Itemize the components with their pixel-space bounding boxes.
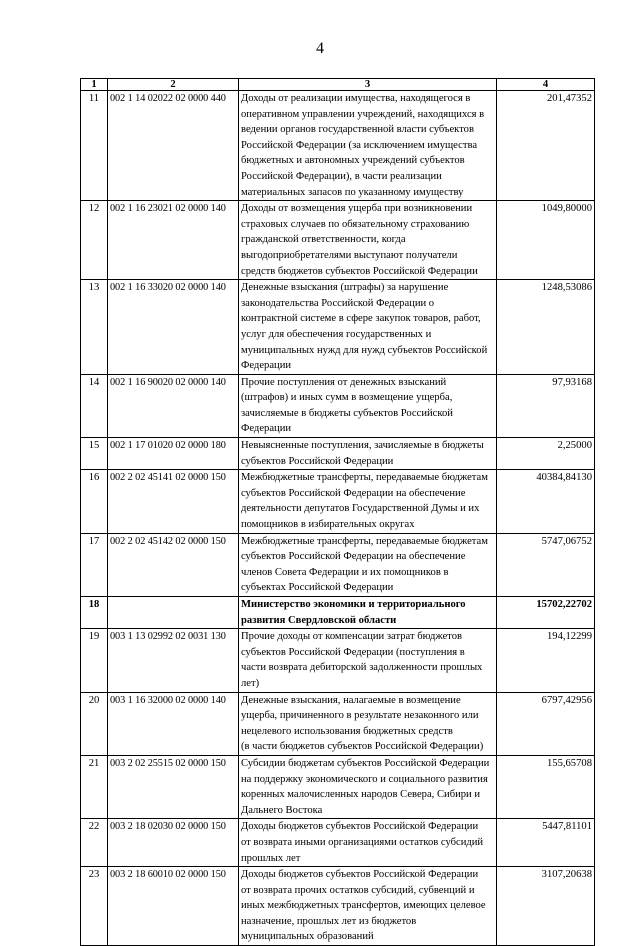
description-line: развития Свердловской области xyxy=(241,614,397,626)
description-line: материальных запасов по указанному имуществу xyxy=(241,186,464,198)
description-line: ущерба, причиненного в результате незаконного или xyxy=(241,710,479,722)
description-line: Межбюджетные трансферты, передаваемые бюджетам xyxy=(241,535,488,547)
description-line: Субсидии бюджетам субъектов Российской Федерации xyxy=(241,757,490,769)
description-line: субъектов Российской Федерации xyxy=(241,455,394,467)
table-row xyxy=(81,91,595,201)
description-line: контрактной системе в сфере закупок товаров, работ, xyxy=(241,313,481,325)
row-number: 14 xyxy=(81,374,108,437)
description-line: Невыясненные поступления, зачисляемые в бюджеты xyxy=(241,440,484,452)
revenue-description xyxy=(239,533,497,596)
revenue-description xyxy=(239,280,497,375)
description-line: Дальнего Востока xyxy=(241,804,323,816)
description-line: Министерство экономики и территориального xyxy=(241,599,466,610)
budget-code: 002 1 16 33020 02 0000 140 xyxy=(108,280,239,375)
description-line: услуг для обеспечения государственных и xyxy=(241,328,432,340)
budget-code: 002 2 02 45141 02 0000 150 xyxy=(108,470,239,533)
description-line: средств бюджетов субъектов Российской Федерации xyxy=(241,265,478,277)
description-line: муниципальных образований xyxy=(241,931,374,943)
description-line: муниципальных нужд для нужд субъектов Российской xyxy=(241,344,488,356)
revenue-description xyxy=(239,597,497,629)
description-line: Прочие доходы от компенсации затрат бюджетов xyxy=(241,631,463,643)
budget-code: 002 1 17 01020 02 0000 180 xyxy=(108,438,239,470)
budget-code: 002 2 02 45142 02 0000 150 xyxy=(108,533,239,596)
amount: 40384,84130 xyxy=(497,470,595,533)
column-header-number: 1 xyxy=(81,79,108,91)
revenue-description xyxy=(239,629,497,692)
description-line: ведении органов государственной власти субъектов xyxy=(241,124,474,136)
description-line: Денежные взыскания, налагаемые в возмещение xyxy=(241,694,461,706)
revenue-description xyxy=(239,755,497,818)
row-number: 13 xyxy=(81,280,108,375)
description-line: страховых случаев по обязательному страхованию xyxy=(241,218,470,230)
row-number: 20 xyxy=(81,692,108,755)
amount: 201,47352 xyxy=(497,91,595,201)
budget-code xyxy=(108,597,239,629)
description-line: субъектов Российской Федерации на обеспечение xyxy=(241,551,466,563)
budget-code: 002 1 16 90020 02 0000 140 xyxy=(108,374,239,437)
amount: 2,25000 xyxy=(497,438,595,470)
description-line: законодательства Российской Федерации о xyxy=(241,297,435,309)
table-row xyxy=(81,470,595,533)
row-number: 21 xyxy=(81,755,108,818)
description-line: на поддержку экономического и социального развития xyxy=(241,773,488,785)
revenue-description xyxy=(239,91,497,201)
description-line: деятельности депутатов Государственной Думы и их xyxy=(241,503,480,515)
description-line: зачисляемые в бюджеты субъектов Российской xyxy=(241,407,453,419)
description-line: субъектах Российской Федерации xyxy=(241,582,394,594)
table-row xyxy=(81,819,595,867)
row-number: 23 xyxy=(81,867,108,946)
description-line: выгодоприобретателями выступают получатели xyxy=(241,249,458,261)
budget-code: 003 1 13 02992 02 0031 130 xyxy=(108,629,239,692)
description-line: от возврата прочих остатков субсидий, субвенций и xyxy=(241,884,475,896)
description-line: Доходы от реализации имущества, находящегося в xyxy=(241,93,471,104)
description-line: нецелевого использования бюджетных средств xyxy=(241,725,453,737)
amount: 5747,06752 xyxy=(497,533,595,596)
row-number: 16 xyxy=(81,470,108,533)
amount: 155,65708 xyxy=(497,755,595,818)
budget-code: 003 2 18 60010 02 0000 150 xyxy=(108,867,239,946)
table-body xyxy=(81,91,595,946)
amount: 194,12299 xyxy=(497,629,595,692)
table-row xyxy=(81,867,595,946)
table-row xyxy=(81,533,595,596)
description-line: части возврата дебиторской задолженности прошлых xyxy=(241,662,483,674)
revenue-table xyxy=(80,78,595,946)
description-line: бюджетных и автономных учреждений субъектов xyxy=(241,155,465,167)
row-number: 15 xyxy=(81,438,108,470)
description-line: Межбюджетные трансферты, передаваемые бюджетам xyxy=(241,472,488,484)
description-line: прошлых лет xyxy=(241,852,301,864)
table-row xyxy=(81,755,595,818)
revenue-description xyxy=(239,819,497,867)
revenue-description xyxy=(239,374,497,437)
table-row xyxy=(81,438,595,470)
description-line: Денежные взыскания (штрафы) за нарушение xyxy=(241,282,449,294)
budget-code: 003 1 16 32000 02 0000 140 xyxy=(108,692,239,755)
description-line: от возврата иными организациями остатков субсидий xyxy=(241,836,484,848)
description-line: субъектов Российской Федерации (поступления в xyxy=(241,646,465,658)
row-number: 11 xyxy=(81,91,108,201)
description-line: (в части бюджетов субъектов Российской Федерации) xyxy=(241,741,484,753)
budget-code: 002 1 14 02022 02 0000 440 xyxy=(108,91,239,201)
description-line: субъектов Российской Федерации на обеспечение xyxy=(241,487,466,499)
description-line: Прочие поступления от денежных взысканий xyxy=(241,376,447,388)
description-line: Российской Федерации (за исключением имущества xyxy=(241,139,478,151)
description-line: лет) xyxy=(241,677,260,689)
amount: 1049,80000 xyxy=(497,201,595,280)
description-line: гражданской ответственности, когда xyxy=(241,234,406,246)
description-line: коренных малочисленных народов Севера, Сибири и xyxy=(241,789,481,801)
page-number: 4 xyxy=(316,40,324,57)
description-line: помощников в избирательных округах xyxy=(241,519,415,531)
table-row xyxy=(81,692,595,755)
row-number: 12 xyxy=(81,201,108,280)
budget-code: 003 2 18 02030 02 0000 150 xyxy=(108,819,239,867)
amount: 6797,42956 xyxy=(497,692,595,755)
table-header-row xyxy=(81,79,595,91)
description-line: Доходы бюджетов субъектов Российской Федерации xyxy=(241,821,479,833)
description-line: Доходы бюджетов субъектов Российской Федерации xyxy=(241,869,479,881)
row-number: 22 xyxy=(81,819,108,867)
description-line: Российской Федерации), в части реализации xyxy=(241,170,442,182)
budget-code: 003 2 02 25515 02 0000 150 xyxy=(108,755,239,818)
amount: 3107,20638 xyxy=(497,867,595,946)
table-row xyxy=(81,597,595,629)
description-line: оперативном управлении учреждений, находящихся в xyxy=(241,108,485,120)
table-row xyxy=(81,201,595,280)
description-line: членов Совета Федерации и их помощников в xyxy=(241,566,449,578)
revenue-description xyxy=(239,692,497,755)
table-row xyxy=(81,280,595,375)
description-line: Федерации xyxy=(241,360,292,372)
description-line: Федерации xyxy=(241,423,292,435)
column-header-code: 2 xyxy=(108,79,239,91)
row-number: 17 xyxy=(81,533,108,596)
description-line: иных межбюджетных трансфертов, имеющих целевое xyxy=(241,900,486,912)
budget-code: 002 1 16 23021 02 0000 140 xyxy=(108,201,239,280)
column-header-description: 3 xyxy=(239,79,497,91)
column-header-amount: 4 xyxy=(497,79,595,91)
description-line: назначение, прошлых лет из бюджетов xyxy=(241,915,417,927)
revenue-description xyxy=(239,470,497,533)
amount: 5447,81101 xyxy=(497,819,595,867)
table-row xyxy=(81,374,595,437)
amount: 15702,22702 xyxy=(497,597,595,629)
revenue-description xyxy=(239,438,497,470)
revenue-description xyxy=(239,201,497,280)
amount: 1248,53086 xyxy=(497,280,595,375)
revenue-description xyxy=(239,867,497,946)
description-line: (штрафов) и иных сумм в возмещение ущерба, xyxy=(241,392,453,404)
row-number: 19 xyxy=(81,629,108,692)
amount: 97,93168 xyxy=(497,374,595,437)
row-number: 18 xyxy=(81,597,108,629)
description-line: Доходы от возмещения ущерба при возникновении xyxy=(241,203,473,215)
table-row xyxy=(81,629,595,692)
